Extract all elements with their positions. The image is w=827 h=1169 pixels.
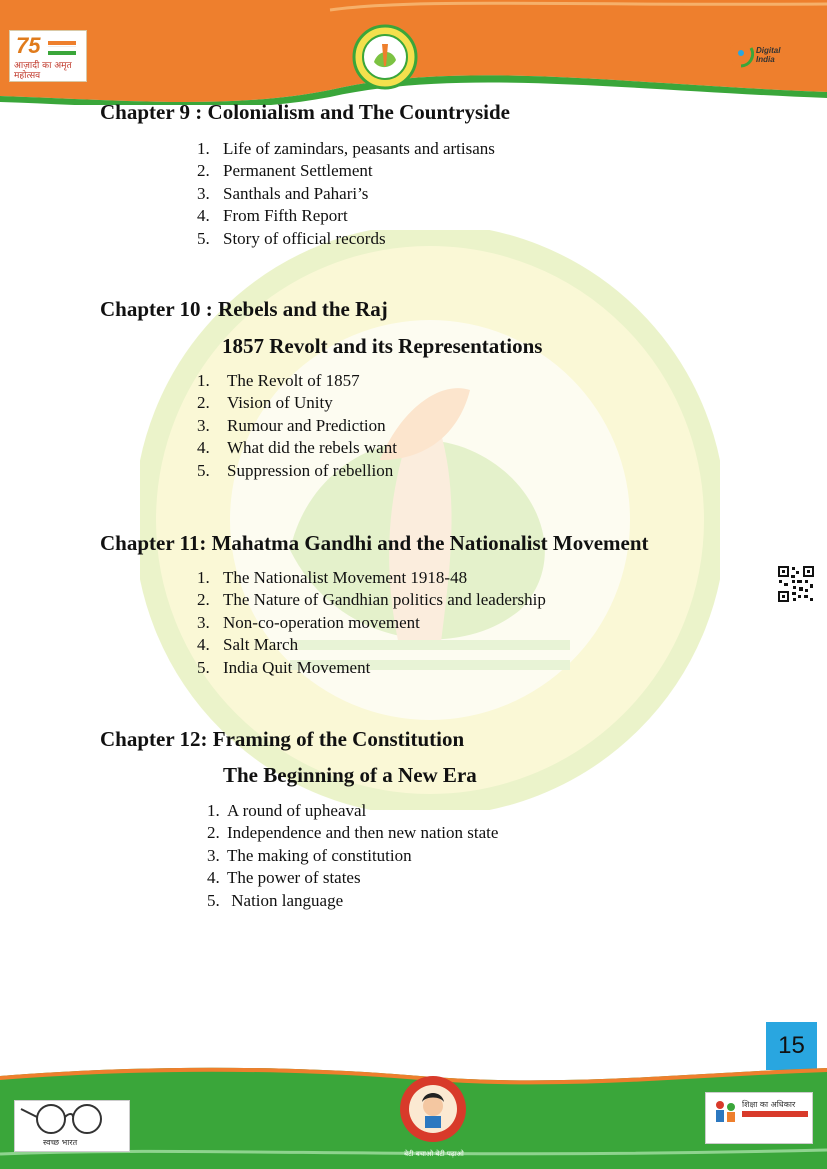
list-item	[197, 205, 495, 227]
list-item	[197, 138, 495, 160]
chapter-10-subtitle: 1857 Revolt and its Representations	[222, 334, 543, 358]
shiksha-ka-adhikar-logo	[705, 1092, 813, 1144]
list-item	[207, 822, 498, 844]
list-item	[207, 845, 498, 867]
list-item	[197, 160, 495, 182]
item-number: 3.	[207, 845, 220, 865]
list-item	[197, 657, 546, 679]
item-number: 2.	[197, 590, 210, 610]
spectacles-icon	[15, 1101, 129, 1137]
azadi-ka-amrit-mahotsav-logo: 75 आज़ादी का अमृत महोत्सव	[9, 30, 87, 82]
board-emblem-icon	[352, 24, 418, 90]
chapter-12-list	[207, 800, 498, 912]
item-number: 1.	[197, 568, 210, 587]
list-item	[207, 890, 498, 912]
item-text: What did the rebels want	[227, 438, 397, 458]
item-text: Vision of Unity	[227, 393, 333, 413]
item-text: Non-co-operation movement	[223, 612, 420, 632]
shiksha-ka-adhikar-text: शिक्षा का अधिकार	[742, 1100, 796, 1109]
item-number: 4.	[197, 438, 210, 458]
list-item	[197, 460, 397, 482]
chapter-9-list	[197, 138, 495, 250]
list-item	[197, 370, 397, 392]
item-number: 3.	[197, 612, 210, 632]
digital-india-text: Digital India	[756, 46, 781, 64]
item-text: Rumour and Prediction	[227, 415, 386, 435]
list-item	[197, 228, 495, 250]
item-number: 4.	[197, 635, 210, 655]
item-number: 2.	[197, 393, 210, 413]
item-text: Nation language	[227, 890, 344, 910]
list-item	[197, 612, 546, 634]
page-number: 15	[766, 1022, 817, 1070]
item-number: 4.	[197, 206, 210, 226]
item-text: The Revolt of 1857	[227, 371, 360, 390]
list-item	[207, 800, 498, 822]
list-item	[197, 392, 397, 414]
item-text: From Fifth Report	[223, 206, 348, 226]
list-item	[197, 437, 397, 459]
chapter-10-title: Chapter 10 : Rebels and the Raj	[100, 297, 388, 321]
item-number: 1.	[207, 801, 220, 820]
list-item	[197, 589, 546, 611]
item-number: 5.	[207, 890, 220, 910]
item-text: Permanent Settlement	[223, 161, 373, 181]
chapter-11-list	[197, 567, 546, 679]
digital-india-icon	[728, 38, 754, 68]
chapter-11-title: Chapter 11: Mahatma Gandhi and the Nationalist Movement	[100, 531, 649, 555]
list-item	[197, 567, 546, 589]
item-text: Independence and then new nation state	[227, 823, 499, 843]
chapter-12-title: Chapter 12: Framing of the Constitution	[100, 727, 465, 751]
qr-code-icon	[777, 565, 815, 603]
item-number: 1.	[197, 139, 210, 158]
item-text: The Nationalist Movement 1918-48	[223, 568, 468, 587]
item-text: India Quit Movement	[223, 657, 371, 677]
digital-india-logo	[728, 38, 798, 72]
item-number: 1.	[197, 371, 210, 390]
beti-bachao-beti-padhao-icon	[398, 1072, 468, 1146]
item-text: Salt March	[223, 635, 299, 655]
item-text: The making of constitution	[227, 845, 412, 865]
item-number: 5.	[197, 228, 210, 248]
chapter-12-subtitle: The Beginning of a New Era	[223, 763, 477, 787]
item-text: Santhals and Pahari’s	[223, 183, 369, 203]
item-text: Story of official records	[223, 228, 386, 248]
swachh-bharat-text: स्वच्छ भारत	[43, 1138, 78, 1147]
chapter-10-list	[197, 370, 397, 482]
item-number: 4.	[207, 868, 220, 888]
azadi-logo-text: आज़ादी का अमृत महोत्सव	[14, 61, 72, 81]
item-number: 3.	[197, 183, 210, 203]
item-text: A round of upheaval	[227, 801, 367, 820]
item-number: 2.	[207, 823, 220, 843]
list-item	[197, 634, 546, 656]
swachh-bharat-logo	[14, 1100, 130, 1152]
children-icon	[710, 1097, 740, 1127]
chapter-9-title: Chapter 9 : Colonialism and The Countryside	[100, 100, 510, 124]
list-item	[197, 183, 495, 205]
item-text: Life of zamindars, peasants and artisans	[223, 139, 495, 158]
item-number: 2.	[197, 161, 210, 181]
list-item	[197, 415, 397, 437]
item-number: 5.	[197, 460, 210, 480]
item-number: 5.	[197, 657, 210, 677]
item-text: Suppression of rebellion	[227, 460, 394, 480]
item-number: 3.	[197, 415, 210, 435]
item-text: The Nature of Gandhian politics and leadership	[223, 590, 546, 610]
item-text: The power of states	[227, 868, 361, 888]
beti-bachao-text: बेटी बचाओ बेटी पढ़ाओ	[404, 1150, 464, 1158]
list-item	[207, 867, 498, 889]
